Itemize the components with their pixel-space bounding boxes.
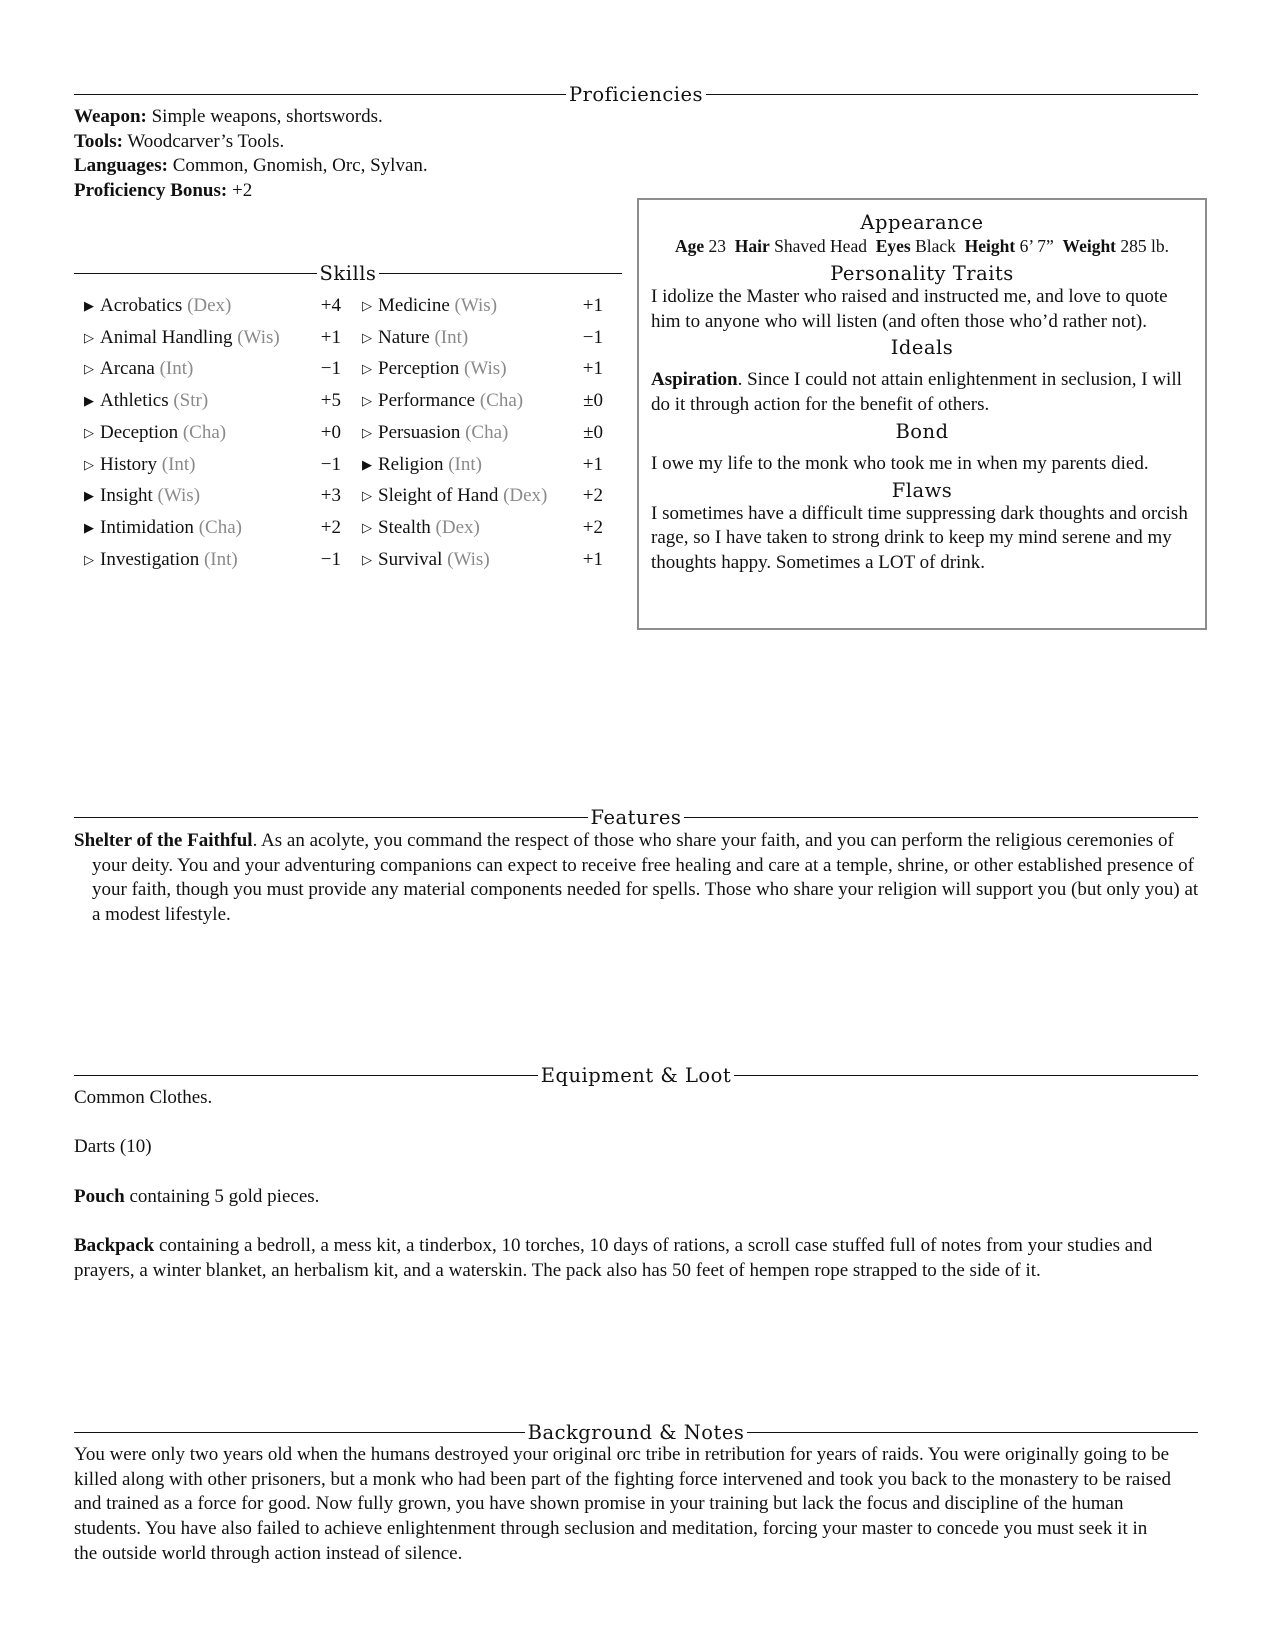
proficiency-value: +2 [231, 180, 253, 202]
skill-ability: (Dex) [435, 516, 480, 538]
skill-name: Sleight of Hand [378, 485, 499, 507]
feature-name: Shelter of the Faithful [74, 830, 253, 851]
skill-name: Stealth [378, 516, 431, 538]
skill-ability: (Cha) [198, 516, 242, 538]
skill-name: Animal Handling [100, 326, 233, 348]
equipment-heading [74, 1064, 1198, 1086]
skill-modifier: +1 [582, 453, 603, 475]
skill-ability: (Cha) [182, 421, 227, 443]
skill-ability: (Cha) [479, 390, 524, 412]
skill-row [362, 484, 547, 508]
skill-row [84, 326, 280, 350]
skill-proficiency-marker: ▷ [362, 329, 372, 345]
proficiencies-list [74, 105, 634, 204]
backpack-label: Backpack [74, 1235, 155, 1257]
skill-modifier: ±0 [583, 421, 603, 443]
skill-ability: (Int) [161, 453, 196, 475]
skill-proficiency-marker: ▶ [84, 519, 94, 535]
skill-modifier: +1 [320, 326, 341, 348]
feature-text [74, 829, 1208, 928]
bond-title: Bond [895, 419, 949, 443]
rule-left [74, 94, 566, 95]
skill-name: Survival [378, 548, 443, 570]
skill-ability: (Cha) [465, 421, 509, 443]
proficiencies-title: Proficiencies [568, 82, 704, 106]
skill-modifier: +2 [582, 516, 603, 538]
skill-row [84, 516, 242, 540]
equipment-item: Common Clothes. [74, 1087, 213, 1108]
character-traits-card [637, 198, 1207, 630]
skill-proficiency-marker: ▷ [84, 551, 94, 567]
skill-modifier: −1 [320, 453, 341, 475]
rule-right [379, 273, 622, 274]
skill-ability: (Int) [203, 548, 238, 570]
ideals-body: . Since I could not attain enlightenment in seclusion, I will do it through action for the benefit of others. [651, 369, 1182, 416]
background-text: You were only two years old when the humans destroyed your original orc tribe in retribution for years of raids. You were originally going to be killed along with other prisoners, but a monk who had been part of the fighting force intervened and took you back to the monastery to be raised and trained as a force for good. Now fully grown, you have shown promise in your training but lack the focus and discipline of the human students. You have also failed to achieve enlightenment through seclusion and meditation, forcing your master to concede you must seek it in the outside world through action instead of silence. [74, 1444, 1171, 1564]
rule-right [706, 94, 1198, 95]
rule-left [74, 817, 588, 818]
skill-name: Athletics [100, 390, 169, 412]
eyes-value: Black [915, 236, 956, 256]
skill-proficiency-marker: ▶ [84, 298, 94, 313]
personality-traits-title: Personality Traits [830, 262, 1014, 285]
skill-row [362, 453, 482, 477]
skill-row [362, 326, 468, 350]
weight-label: Weight [1062, 236, 1117, 256]
appearance-details [639, 234, 1205, 258]
skill-ability: (Wis) [237, 326, 280, 348]
rule-left [74, 1075, 538, 1076]
proficiency-value: Common, Gnomish, Orc, Sylvan. [172, 155, 428, 177]
proficiency-row [74, 105, 634, 130]
rule-left [74, 273, 317, 274]
skill-name: Nature [378, 326, 430, 348]
background-heading [74, 1421, 1198, 1443]
skill-modifier: +4 [320, 295, 341, 316]
skill-name: Perception [378, 358, 460, 380]
skill-name: History [100, 453, 157, 475]
skill-proficiency-marker: ▶ [362, 456, 372, 472]
skill-row [362, 389, 523, 413]
skill-row [362, 357, 507, 381]
age-value: 23 [708, 236, 727, 256]
features-title: Features [590, 805, 682, 829]
skill-row [84, 453, 196, 477]
equipment-title: Equipment & Loot [540, 1063, 732, 1087]
skills-title: Skills [319, 261, 377, 285]
skill-proficiency-marker: ▷ [362, 298, 372, 313]
skill-proficiency-marker: ▷ [84, 329, 94, 345]
proficiency-row [74, 154, 634, 179]
skill-ability: (Dex) [187, 295, 232, 316]
flaws-title: Flaws [891, 478, 953, 502]
equipment-item: Darts (10) [74, 1136, 152, 1158]
skill-row [84, 389, 208, 413]
ideals-text [651, 368, 1193, 417]
skill-modifier: +2 [320, 516, 341, 538]
skill-name: Medicine [378, 295, 450, 316]
skill-name: Insight [100, 485, 153, 507]
skill-proficiency-marker: ▷ [362, 393, 372, 409]
skill-proficiency-marker: ▶ [84, 393, 94, 409]
skill-proficiency-marker: ▷ [362, 551, 372, 567]
skill-row [362, 294, 497, 318]
skill-modifier: −1 [582, 326, 603, 348]
skill-name: Religion [378, 453, 444, 475]
skill-name: Persuasion [378, 421, 461, 443]
rule-left [74, 1432, 525, 1433]
skill-proficiency-marker: ▷ [84, 424, 94, 440]
proficiency-label: Languages: [74, 155, 168, 177]
proficiency-value: Woodcarver’s Tools. [127, 130, 285, 152]
skill-row [362, 548, 490, 572]
skills-heading [74, 262, 622, 284]
skill-ability: (Wis) [464, 358, 507, 380]
appearance-title: Appearance [860, 211, 984, 234]
skill-modifier: −1 [320, 548, 341, 570]
skill-row [84, 421, 226, 445]
skill-row [362, 516, 480, 540]
skill-proficiency-marker: ▷ [84, 456, 94, 472]
personality-traits-text: I idolize the Master who raised and instructed me, and love to quote him to anyone who will listen (and often those who’d rather not). [651, 286, 1168, 332]
skill-ability: (Dex) [503, 485, 548, 507]
skill-modifier: +2 [582, 485, 603, 507]
proficiency-row [74, 130, 634, 155]
flaws-text: I sometimes have a difficult time suppressing dark thoughts and orcish rage, so I have taken to strong drink to keep my mind serene and my thoughts happy. Sometimes a LOT of drink. [651, 502, 1188, 573]
hair-value: Shaved Head [774, 236, 867, 256]
ideals-title: Ideals [890, 336, 954, 360]
bond-text: I owe my life to the monk who took me in when my parents died. [651, 452, 1149, 474]
skill-modifier: +0 [320, 421, 341, 443]
skill-row [84, 294, 231, 318]
proficiency-label: Tools: [74, 130, 123, 152]
proficiency-value: Simple weapons, shortswords. [151, 106, 383, 127]
skill-name: Intimidation [100, 516, 194, 538]
skill-modifier: +1 [582, 358, 603, 380]
skill-modifier: −1 [320, 358, 341, 380]
skill-row [84, 484, 200, 508]
pouch-label: Pouch [74, 1185, 125, 1207]
skill-modifier: +5 [320, 390, 341, 412]
skill-modifier: +1 [582, 295, 603, 316]
features-heading [74, 806, 1198, 828]
skill-name: Arcana [100, 358, 155, 380]
skill-ability: (Int) [434, 326, 469, 348]
rule-right [747, 1432, 1198, 1433]
skill-name: Deception [100, 421, 179, 443]
height-value: 6’ 7” [1019, 236, 1054, 256]
skill-proficiency-marker: ▷ [362, 424, 372, 440]
skill-name: Performance [378, 390, 476, 412]
skill-ability: (Str) [173, 390, 209, 412]
age-label: Age [674, 236, 705, 256]
background-title: Background & Notes [527, 1420, 745, 1444]
skill-ability: (Wis) [157, 485, 201, 507]
skill-row [362, 421, 508, 445]
rule-right [734, 1075, 1198, 1076]
feature-body: . As an acolyte, you command the respect of those who share your faith, and you can perform the religious ceremonies of your deity. You and your adventuring companions can expect to receive free healing and care at a temple, shrine, or other established presence of your faith, though you must provide any material components needed for spells. Those who share your religion will support you (but only you) at a modest lifestyle. [92, 830, 1199, 926]
skill-ability: (Wis) [447, 548, 490, 570]
height-label: Height [964, 236, 1016, 256]
proficiencies-heading [74, 83, 1198, 105]
skill-modifier: ±0 [583, 390, 603, 412]
weight-value: 285 lb. [1120, 236, 1170, 256]
ideals-label: Aspiration [651, 369, 738, 391]
skill-ability: (Int) [159, 358, 194, 380]
skill-modifier: +3 [320, 485, 341, 507]
equipment-list [74, 1086, 1208, 1284]
eyes-label: Eyes [875, 236, 911, 256]
skill-row [84, 548, 238, 572]
proficiency-row [74, 179, 634, 204]
equipment-item: Backpack containing a bedroll, a mess kit, a tinderbox, 10 torches, 10 days of rations, a scroll case stuffed full of notes from your studies and prayers, a winter blanket, an herbalism kit, and a waterskin. The pack also has 50 feet of hempen rope strapped to the side of it. [74, 1235, 1153, 1281]
proficiency-label: Weapon: [74, 106, 147, 127]
skill-ability: (Int) [448, 453, 482, 475]
skill-proficiency-marker: ▷ [362, 361, 372, 377]
skill-ability: (Wis) [454, 295, 498, 316]
skill-proficiency-marker: ▶ [84, 488, 94, 504]
equipment-item: Pouch containing 5 gold pieces. [74, 1185, 320, 1207]
skill-proficiency-marker: ▷ [362, 488, 372, 504]
skill-proficiency-marker: ▷ [84, 361, 94, 377]
rule-right [684, 817, 1198, 818]
skill-name: Acrobatics [100, 295, 183, 316]
skill-name: Investigation [100, 548, 200, 570]
hair-label: Hair [734, 236, 770, 256]
skill-proficiency-marker: ▷ [362, 519, 372, 535]
proficiency-label: Proficiency Bonus: [74, 180, 228, 202]
skill-row [84, 357, 193, 381]
skill-modifier: +1 [582, 548, 603, 570]
